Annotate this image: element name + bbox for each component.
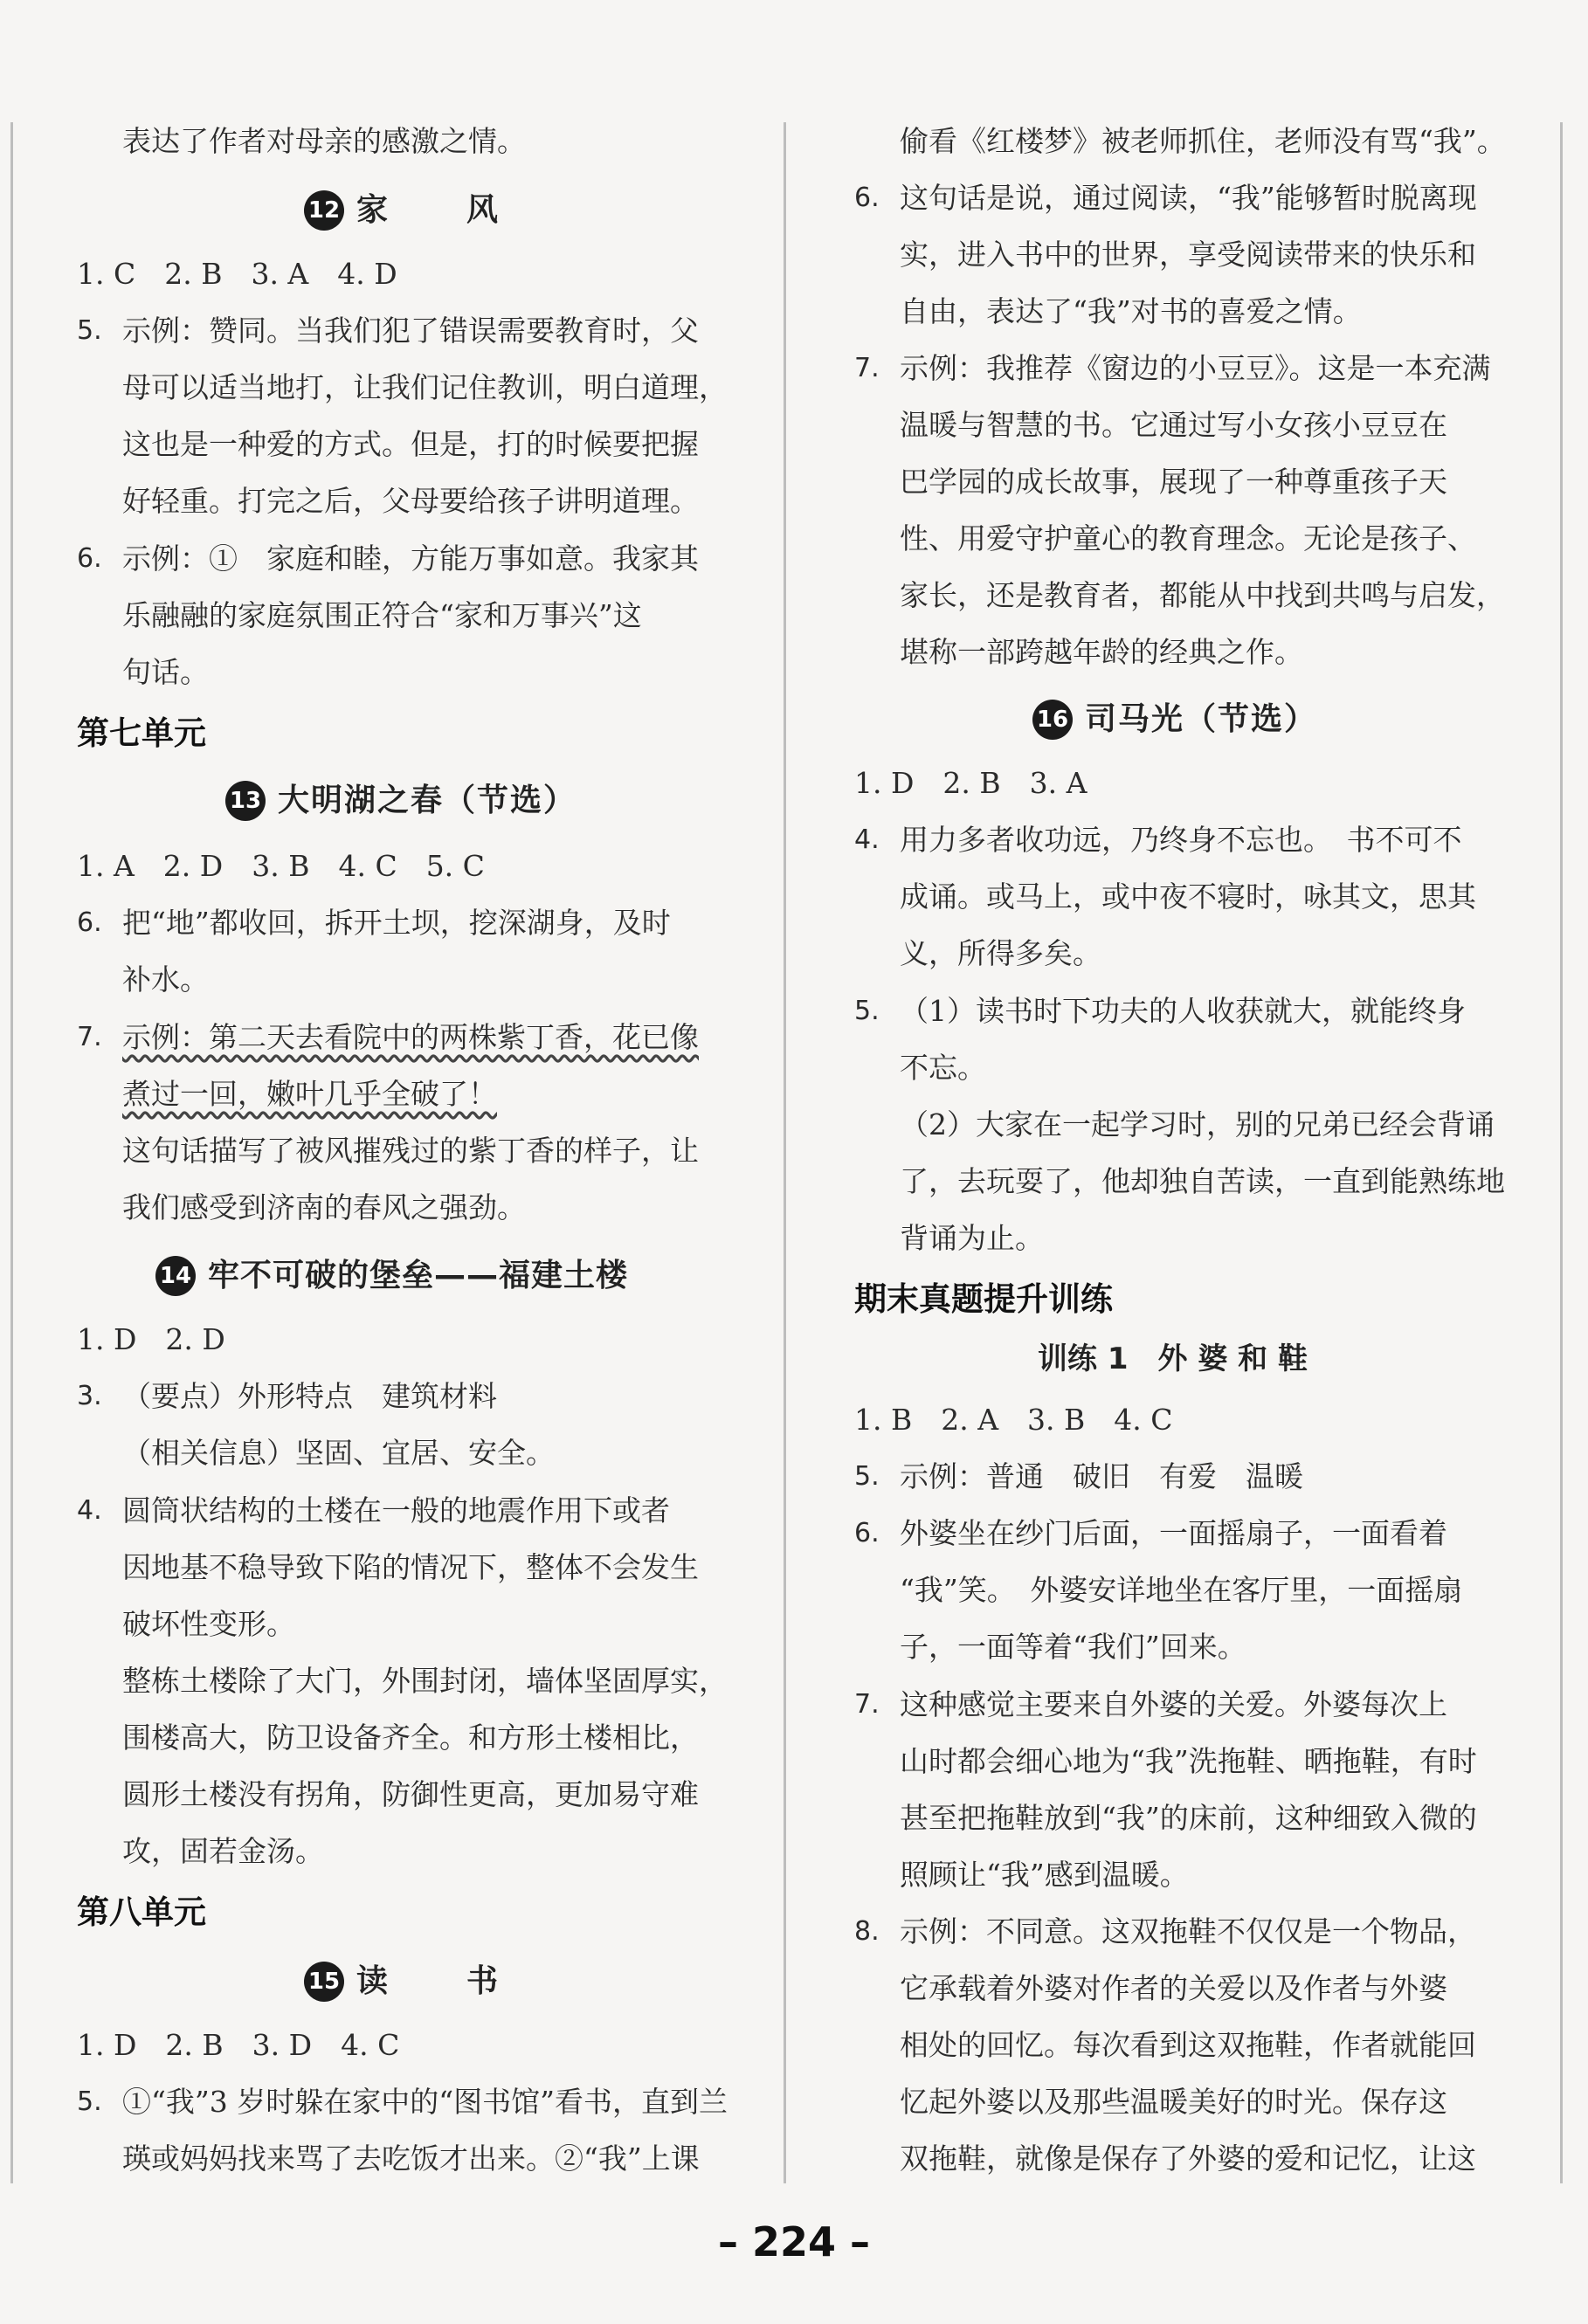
text-line: （相关信息）坚固、宜居、安全。: [122, 1436, 555, 1470]
text-line: 堪称一部跨越年龄的经典之作。: [900, 635, 1303, 669]
left-margin-rule: [10, 122, 13, 2183]
page-number: – 224 –: [717, 2218, 871, 2265]
question-number: 5.: [854, 996, 880, 1026]
text-line: 山时都会细心地为“我”洗拖鞋、晒拖鞋，有时: [900, 1744, 1477, 1778]
text-line: 义，所得多矣。: [900, 936, 1101, 970]
text-line: 攻，固若金汤。: [122, 1834, 324, 1868]
section-heading-13: [225, 779, 577, 822]
text-line: 圆形土楼没有拐角，防御性更高，更加易守难: [122, 1777, 699, 1811]
text-line: 瑛或妈妈找来骂了去吃饭才出来。②“我”上课: [122, 2141, 700, 2176]
answer-line: 1. D 2. D: [77, 1322, 225, 1356]
question-number: 7.: [854, 1689, 880, 1720]
text-line: 家长，还是教育者，都能从中找到共鸣与启发，: [900, 578, 1505, 612]
question-number: 7.: [854, 353, 880, 383]
lesson-number-badge: 16: [1032, 700, 1073, 740]
text-line: 把“地”都收回，拆开土坝，挖深湖身，及时: [122, 906, 671, 940]
question-number: 3.: [77, 1381, 102, 1411]
text-line: 示例：赞同。当我们犯了错误需要教育时，父: [122, 314, 699, 348]
lesson-title: 读 书: [356, 1963, 504, 1999]
text-line: 这句话描写了被风摧残过的紫丁香的样子，让: [122, 1134, 699, 1168]
text-line: ①“我”3 岁时躲在家中的“图书馆”看书，直到兰: [122, 2085, 728, 2119]
text-line: 忆起外婆以及那些温暖美好的时光。保存这: [900, 2085, 1447, 2119]
text-line: 母可以适当地打，让我们记住教训，明白道理，: [122, 370, 728, 404]
text-line: 用力多者收功远，乃终身不忘也。 书不可不: [900, 823, 1462, 857]
question-number: 5.: [77, 315, 102, 346]
text-line: 这句话是说，通过阅读，“我”能够暂时脱离现: [900, 181, 1477, 215]
text-line: 双拖鞋，就像是保存了外婆的爱和记忆，让这: [900, 2141, 1476, 2176]
text-line: 示例：我推荐《窗边的小豆豆》。这是一本充满: [900, 351, 1491, 385]
section-heading-12: [304, 189, 503, 231]
unit-heading: 第七单元: [77, 714, 206, 752]
text-line: 不忘。: [900, 1051, 986, 1085]
right-margin-rule: [1560, 122, 1563, 2183]
lesson-number-badge: 12: [304, 190, 344, 231]
question-number: 5.: [854, 1461, 880, 1492]
text-line: 圆筒状结构的土楼在一般的地震作用下或者: [122, 1493, 670, 1527]
answer-line: 1. C 2. B 3. A 4. D: [77, 257, 397, 291]
text-line: 因地基不稳导致下陷的情况下，整体不会发生: [122, 1550, 699, 1584]
text-line: 成诵。或马上，或中夜不寝时，咏其文，思其: [900, 879, 1476, 914]
text-line: 偷看《红楼梦》被老师抓住，老师没有骂“我”。: [900, 124, 1506, 158]
text-line: 句话。: [122, 655, 209, 689]
lesson-title: 家 风: [356, 192, 504, 228]
question-number: 6.: [77, 543, 102, 574]
answer-line: 1. D 2. B 3. D 4. C: [77, 2028, 400, 2062]
section-heading-14: [155, 1254, 628, 1297]
lesson-title: 大明湖之春（节选）: [278, 783, 577, 818]
center-column-rule: [784, 122, 786, 2183]
text-line: 乐融融的家庭氛围正符合“家和万事兴”这: [122, 598, 642, 632]
training-heading: 训练 1 外 婆 和 鞋: [1038, 1341, 1308, 1376]
unit-heading: 第八单元: [77, 1893, 206, 1931]
text-line: 这也是一种爱的方式。但是，打的时候要把握: [122, 427, 699, 461]
text-line: 好轻重。打完之后，父母要给孩子讲明道理。: [122, 484, 699, 518]
section-heading-15: [304, 1960, 503, 2003]
unit-heading: 期末真题提升训练: [854, 1280, 1113, 1318]
question-number: 8.: [854, 1916, 880, 1947]
question-number: 4.: [854, 824, 880, 855]
answer-line: 1. A 2. D 3. B 4. C 5. C: [77, 849, 485, 883]
text-line: 表达了作者对母亲的感激之情。: [122, 124, 526, 158]
text-line: 示例：普通 破旧 有爱 温暖: [900, 1459, 1303, 1493]
text-line: 相处的回忆。每次看到这双拖鞋，作者就能回: [900, 2028, 1476, 2062]
answer-line: 1. B 2. A 3. B 4. C: [854, 1403, 1173, 1437]
lesson-title: 牢不可破的堡垒——福建土楼: [208, 1258, 629, 1293]
text-line: “我”笑。 外婆安详地坐在客厅里，一面摇扇: [900, 1573, 1463, 1607]
text-line: 自由，表达了“我”对书的喜爱之情。: [900, 294, 1362, 328]
text-line: （要点）外形特点 建筑材料: [122, 1379, 497, 1413]
text-line: 甚至把拖鞋放到“我”的床前，这种细致入微的: [900, 1801, 1477, 1835]
text-line: 整栋土楼除了大门，外围封闭，墙体坚固厚实，: [122, 1664, 728, 1698]
text-line: 了，去玩耍了，他却独自苦读，一直到能熟练地: [900, 1164, 1505, 1198]
text-line: 这种感觉主要来自外婆的关爱。外婆每次上: [900, 1687, 1447, 1721]
text-line: 外婆坐在纱门后面，一面摇扇子，一面看着: [900, 1516, 1447, 1550]
text-line: 巴学园的成长故事，展现了一种尊重孩子天: [900, 465, 1447, 499]
underlined-quote-line: 煮过一回，嫩叶几乎全破了！: [122, 1077, 497, 1111]
text-line: 破坏性变形。: [122, 1607, 295, 1641]
answer-line: 1. D 2. B 3. A: [854, 766, 1087, 800]
text-line: 它承载着外婆对作者的关爱以及作者与外婆: [900, 1971, 1447, 2005]
lesson-title: 司马光（节选）: [1085, 701, 1318, 737]
text-line: 补水。: [122, 962, 209, 996]
text-line: 照顾让“我”感到温暖。: [900, 1858, 1189, 1892]
text-line: 示例：① 家庭和睦，方能万事如意。我家其: [122, 541, 699, 576]
lesson-number-badge: 13: [225, 781, 266, 821]
question-number: 4.: [77, 1495, 102, 1526]
question-number: 6.: [854, 183, 880, 213]
lesson-number-badge: 14: [155, 1256, 196, 1296]
section-heading-16: [1032, 698, 1317, 741]
text-line: 我们感受到济南的春风之强劲。: [122, 1190, 526, 1224]
text-line: 子，一面等着“我们”回来。: [900, 1630, 1246, 1664]
question-number: 7.: [77, 1022, 102, 1052]
text-line: （2）大家在一起学习时，别的兄弟已经会背诵: [900, 1107, 1495, 1141]
question-number: 6.: [854, 1518, 880, 1548]
text-line: 性、用爱守护童心的教育理念。无论是孩子、: [900, 521, 1476, 555]
question-number: 5.: [77, 2086, 102, 2117]
underlined-quote-line: 示例：第二天去看院中的两株紫丁香，花已像: [122, 1020, 699, 1054]
text-line: 实，进入书中的世界，享受阅读带来的快乐和: [900, 238, 1476, 272]
lesson-number-badge: 15: [304, 1962, 344, 2002]
text-line: 示例：不同意。这双拖鞋不仅仅是一个物品，: [900, 1914, 1476, 1948]
question-number: 6.: [77, 907, 102, 938]
text-line: 围楼高大，防卫设备齐全。和方形土楼相比，: [122, 1721, 699, 1755]
text-line: 温暖与智慧的书。它通过写小女孩小豆豆在: [900, 408, 1447, 442]
text-line: 背诵为止。: [900, 1221, 1044, 1255]
text-line: （1）读书时下功夫的人收获就大，就能终身: [900, 994, 1466, 1028]
